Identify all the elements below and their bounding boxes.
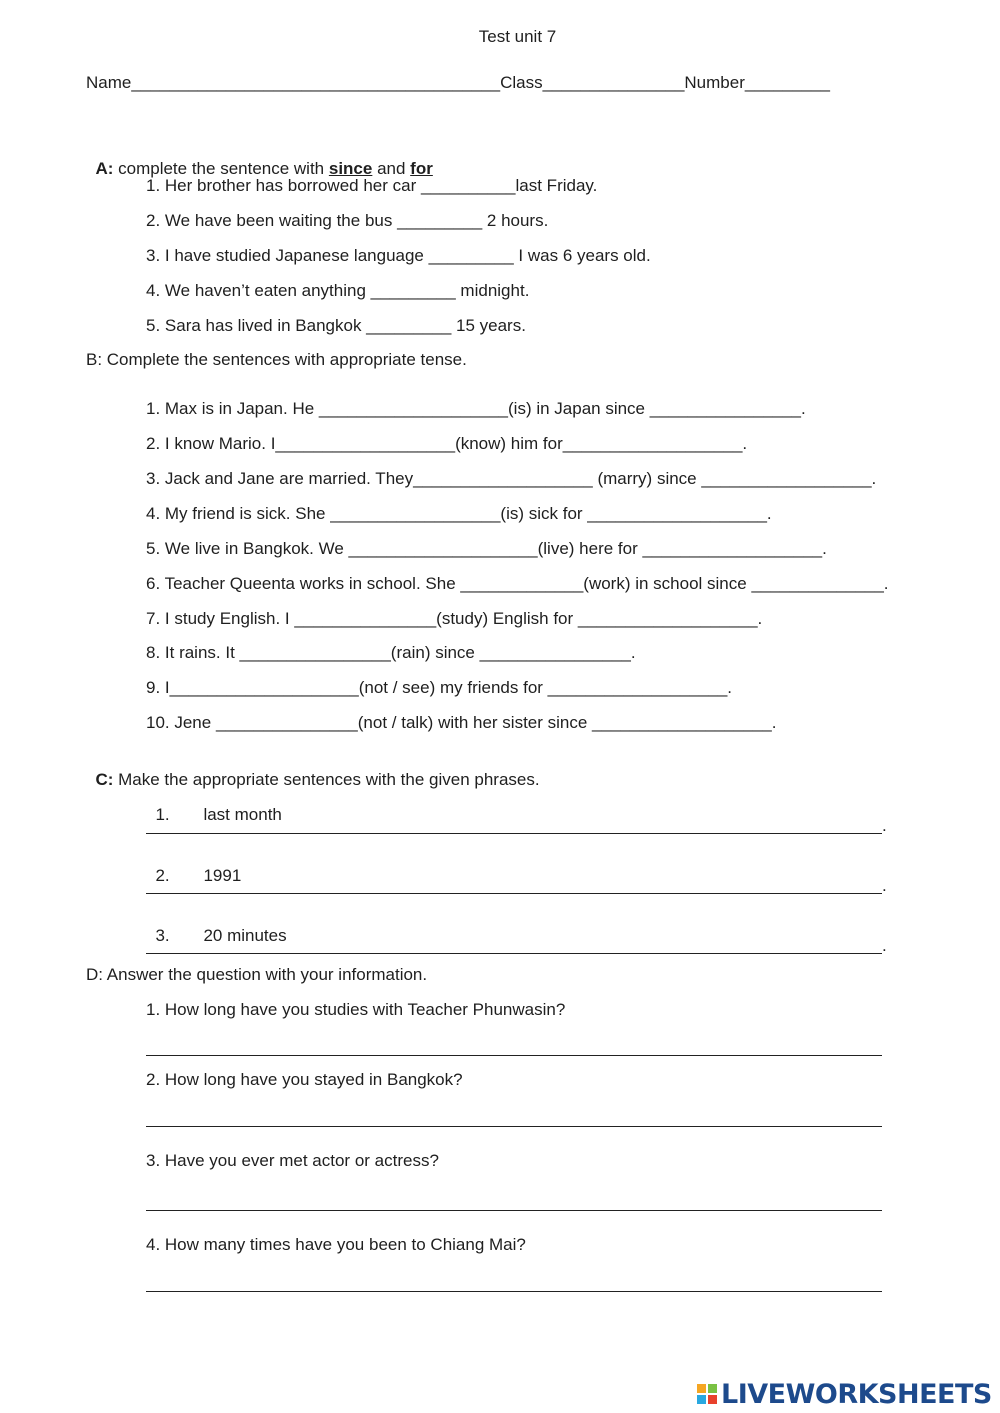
section-a-and: and [372,159,411,178]
word-for: for [410,159,433,178]
section-c-prompt [146,903,287,947]
section-a-item[interactable]: 3. I have studied Japanese language _________ I was 6 years old. [146,246,651,265]
section-a-item[interactable]: 1. Her brother has borrowed her car __________last Friday. [146,176,598,195]
section-a-heading [86,136,433,180]
logo-squares-icon [697,1384,717,1404]
section-c-number: 1. [155,805,170,824]
section-d-question: 4. How many times have you been to Chiang Mai? [146,1235,526,1254]
section-b-heading: B: Complete the sentences with appropriate tense. [86,350,467,369]
section-b-item[interactable]: 6. Teacher Queenta works in school. She _____________(work) in school since ______________. [146,574,889,593]
section-a-item[interactable]: 4. We haven’t eaten anything _________ midnight. [146,281,530,300]
section-d-question: 1. How long have you studies with Teacher Phunwasin? [146,1000,566,1019]
section-b-item[interactable]: 3. Jack and Jane are married. They___________________ (marry) since __________________. [146,469,877,488]
section-b-item[interactable]: 8. It rains. It ________________(rain) since ________________. [146,643,636,662]
section-a-text: complete the sentence with [113,159,329,178]
answer-line[interactable] [146,1291,882,1292]
line-end-period: . [882,816,887,835]
logo-text: LIVEWORKSHEETS [721,1378,992,1410]
section-a-label: A: [95,159,114,178]
section-d-question: 3. Have you ever met actor or actress? [146,1151,439,1170]
word-since: since [328,159,373,178]
answer-line[interactable] [146,953,882,954]
student-info-line[interactable]: Name_______________________________________Class_______________Number_________ [86,73,830,92]
answer-line[interactable] [146,893,882,894]
liveworksheets-logo [697,1376,992,1412]
logo-square [708,1395,717,1404]
line-end-period: . [882,936,887,955]
section-c-prompt [146,782,282,826]
answer-line[interactable] [146,1126,882,1127]
section-d-heading: D: Answer the question with your information. [86,965,428,984]
section-c-text: Make the appropriate sentences with the given phrases. [113,770,540,789]
answer-line[interactable] [146,833,882,834]
section-c-phrase: 1991 [203,866,242,885]
section-b-item[interactable]: 9. I____________________(not / see) my friends for ___________________. [146,678,733,697]
section-b-item[interactable]: 1. Max is in Japan. He ____________________(is) in Japan since ________________. [146,399,806,418]
logo-square [697,1384,706,1393]
section-b-item[interactable]: 7. I study English. I _______________(study) English for ___________________. [146,609,763,628]
section-a-item[interactable]: 5. Sara has lived in Bangkok _________ 15 years. [146,316,526,335]
section-c-prompt [146,843,241,887]
section-c-phrase: 20 minutes [203,926,287,945]
section-b-item[interactable]: 2. I know Mario. I___________________(know) him for___________________. [146,434,748,453]
logo-square [697,1395,706,1404]
answer-line[interactable] [146,1210,882,1211]
section-b-item[interactable]: 10. Jene _______________(not / talk) with her sister since ___________________. [146,713,777,732]
section-c-label: C: [95,770,114,789]
section-c-phrase: last month [203,805,282,824]
page-title: Test unit 7 [478,27,557,46]
section-c-number: 3. [155,926,170,945]
logo-square [708,1384,717,1393]
section-b-item[interactable]: 5. We live in Bangkok. We ____________________(live) here for ___________________. [146,539,827,558]
section-b-item[interactable]: 4. My friend is sick. She __________________(is) sick for ___________________. [146,504,772,523]
section-d-question: 2. How long have you stayed in Bangkok? [146,1070,463,1089]
line-end-period: . [882,876,887,895]
section-a-item[interactable]: 2. We have been waiting the bus _________ 2 hours. [146,211,549,230]
answer-line[interactable] [146,1055,882,1056]
section-c-number: 2. [155,866,170,885]
